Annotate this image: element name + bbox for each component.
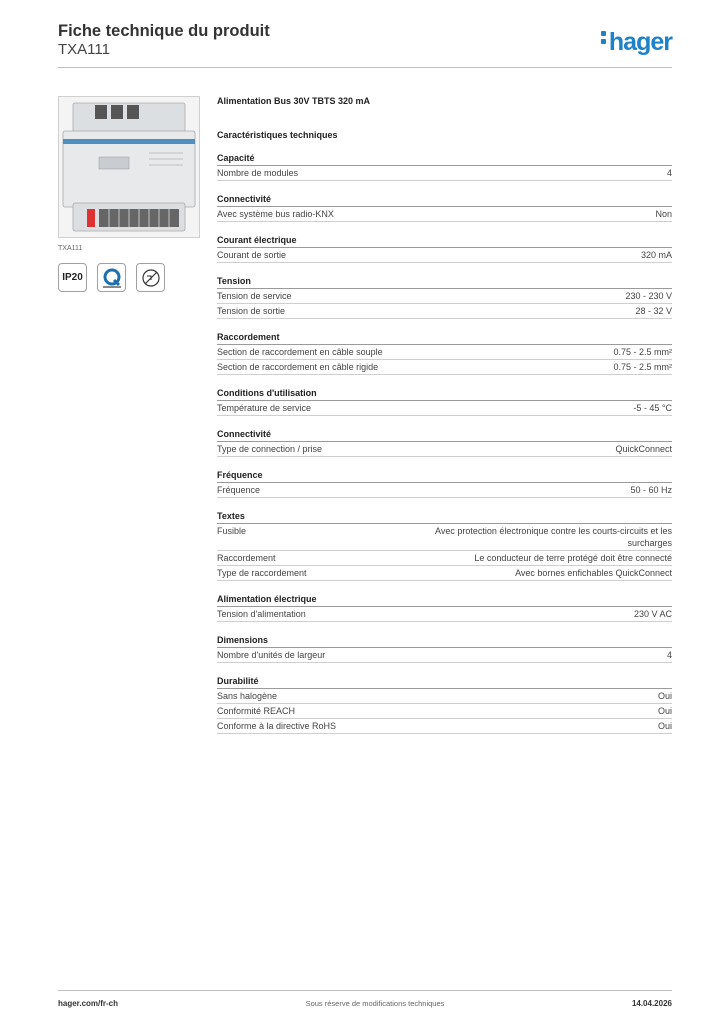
spec-label: Fusible [217,526,247,536]
product-reference: TXA111 [58,41,110,58]
spec-row [217,483,672,498]
spec-row [217,607,672,622]
spec-value: Oui [657,706,672,716]
spec-value: QuickConnect [615,444,672,454]
spec-value: 0.75 - 2.5 mm² [613,347,672,357]
technical-specifications [217,96,672,746]
group-title: Durabilité [217,675,672,689]
group-title: Textes [217,510,672,524]
spec-value: 4 [666,168,672,178]
spec-value: Le conducteur de terre protégé doit être connecté [474,553,672,563]
ip-rating-badge [58,263,87,292]
spec-label: Fréquence [217,485,261,495]
spec-label: Tension de service [217,291,292,301]
page-header [58,22,672,68]
spec-group-durabilite [217,675,672,734]
certification-badges [58,263,165,292]
spec-group-courant [217,234,672,263]
spec-value: 4 [666,650,672,660]
spec-group-tension [217,275,672,319]
group-title: Courant électrique [217,234,672,248]
spec-row [217,442,672,457]
group-title: Connectivité [217,428,672,442]
spec-label: Section de raccordement en câble souple [217,347,383,357]
spec-row [217,345,672,360]
group-title: Conditions d'utilisation [217,387,672,401]
spec-value: Non [655,209,672,219]
spec-label: Courant de sortie [217,250,287,260]
product-image [58,96,200,238]
spec-label: Raccordement [217,553,276,563]
halogen-free-icon [136,263,165,292]
spec-label: Nombre de modules [217,168,299,178]
spec-value: Avec bornes enfichables QuickConnect [515,568,672,578]
spec-row [217,248,672,263]
spec-value: 230 - 230 V [625,291,672,301]
spec-value: 0.75 - 2.5 mm² [613,362,672,372]
group-title: Fréquence [217,469,672,483]
spec-label: Nombre d'unités de largeur [217,650,326,660]
footer-website-link[interactable]: hager.com/fr-ch [58,999,119,1008]
spec-label: Avec système bus radio-KNX [217,209,334,219]
spec-value: 50 - 60 Hz [630,485,672,495]
group-title: Raccordement [217,331,672,345]
ip-rating-text: IP20 [62,272,83,283]
spec-label: Conforme à la directive RoHS [217,721,337,731]
product-description: Alimentation Bus 30V TBTS 320 mA [217,96,371,106]
spec-value: Oui [657,721,672,731]
footer-notice: Sous réserve de modifications techniques [305,999,445,1008]
spec-group-alimentation [217,593,672,622]
spec-label: Conformité REACH [217,706,296,716]
spec-label: Sans halogène [217,691,278,701]
logo-text: hager [608,28,672,56]
logo-dots-icon [601,28,607,47]
spec-group-connectivite-2 [217,428,672,457]
hager-logo [601,28,672,57]
spec-row [217,689,672,704]
spec-row [217,648,672,663]
spec-row [217,166,672,181]
group-title: Tension [217,275,672,289]
spec-value: 230 V AC [633,609,672,619]
spec-value: 28 - 32 V [635,306,672,316]
footer-date: 14.04.2026 [631,999,672,1008]
spec-group-conditions [217,387,672,416]
spec-group-raccordement [217,331,672,375]
spec-row [217,360,672,375]
spec-row [217,304,672,319]
spec-value: -5 - 45 °C [633,403,672,413]
spec-group-capacite [217,152,672,181]
spec-row [217,719,672,734]
tech-characteristics-title: Caractéristiques techniques [217,130,338,140]
spec-value: 320 mA [640,250,672,260]
group-title: Dimensions [217,634,672,648]
spec-group-dimensions [217,634,672,663]
image-caption: TXA111 [58,245,83,252]
spec-row [217,524,672,551]
spec-row [217,704,672,719]
spec-label: Type de raccordement [217,568,307,578]
group-title: Alimentation électrique [217,593,672,607]
spec-group-textes [217,510,672,581]
spec-group-frequence [217,469,672,498]
group-title: Capacité [217,152,672,166]
quality-q-icon [97,263,126,292]
spec-group-connectivite [217,193,672,222]
spec-label: Tension d'alimentation [217,609,306,619]
spec-row [217,401,672,416]
spec-row [217,207,672,222]
spec-value: Avec protection électronique contre les courts-circuits et les surcharges [435,526,672,548]
spec-row [217,551,672,566]
spec-row [217,289,672,304]
spec-row [217,566,672,581]
spec-label: Type de connection / prise [217,444,323,454]
spec-label: Section de raccordement en câble rigide [217,362,379,372]
group-title: Connectivité [217,193,672,207]
page-footer [58,990,672,1008]
spec-label: Température de service [217,403,312,413]
spec-label: Tension de sortie [217,306,286,316]
page-title: Fiche technique du produit [58,22,270,40]
spec-value: Oui [657,691,672,701]
